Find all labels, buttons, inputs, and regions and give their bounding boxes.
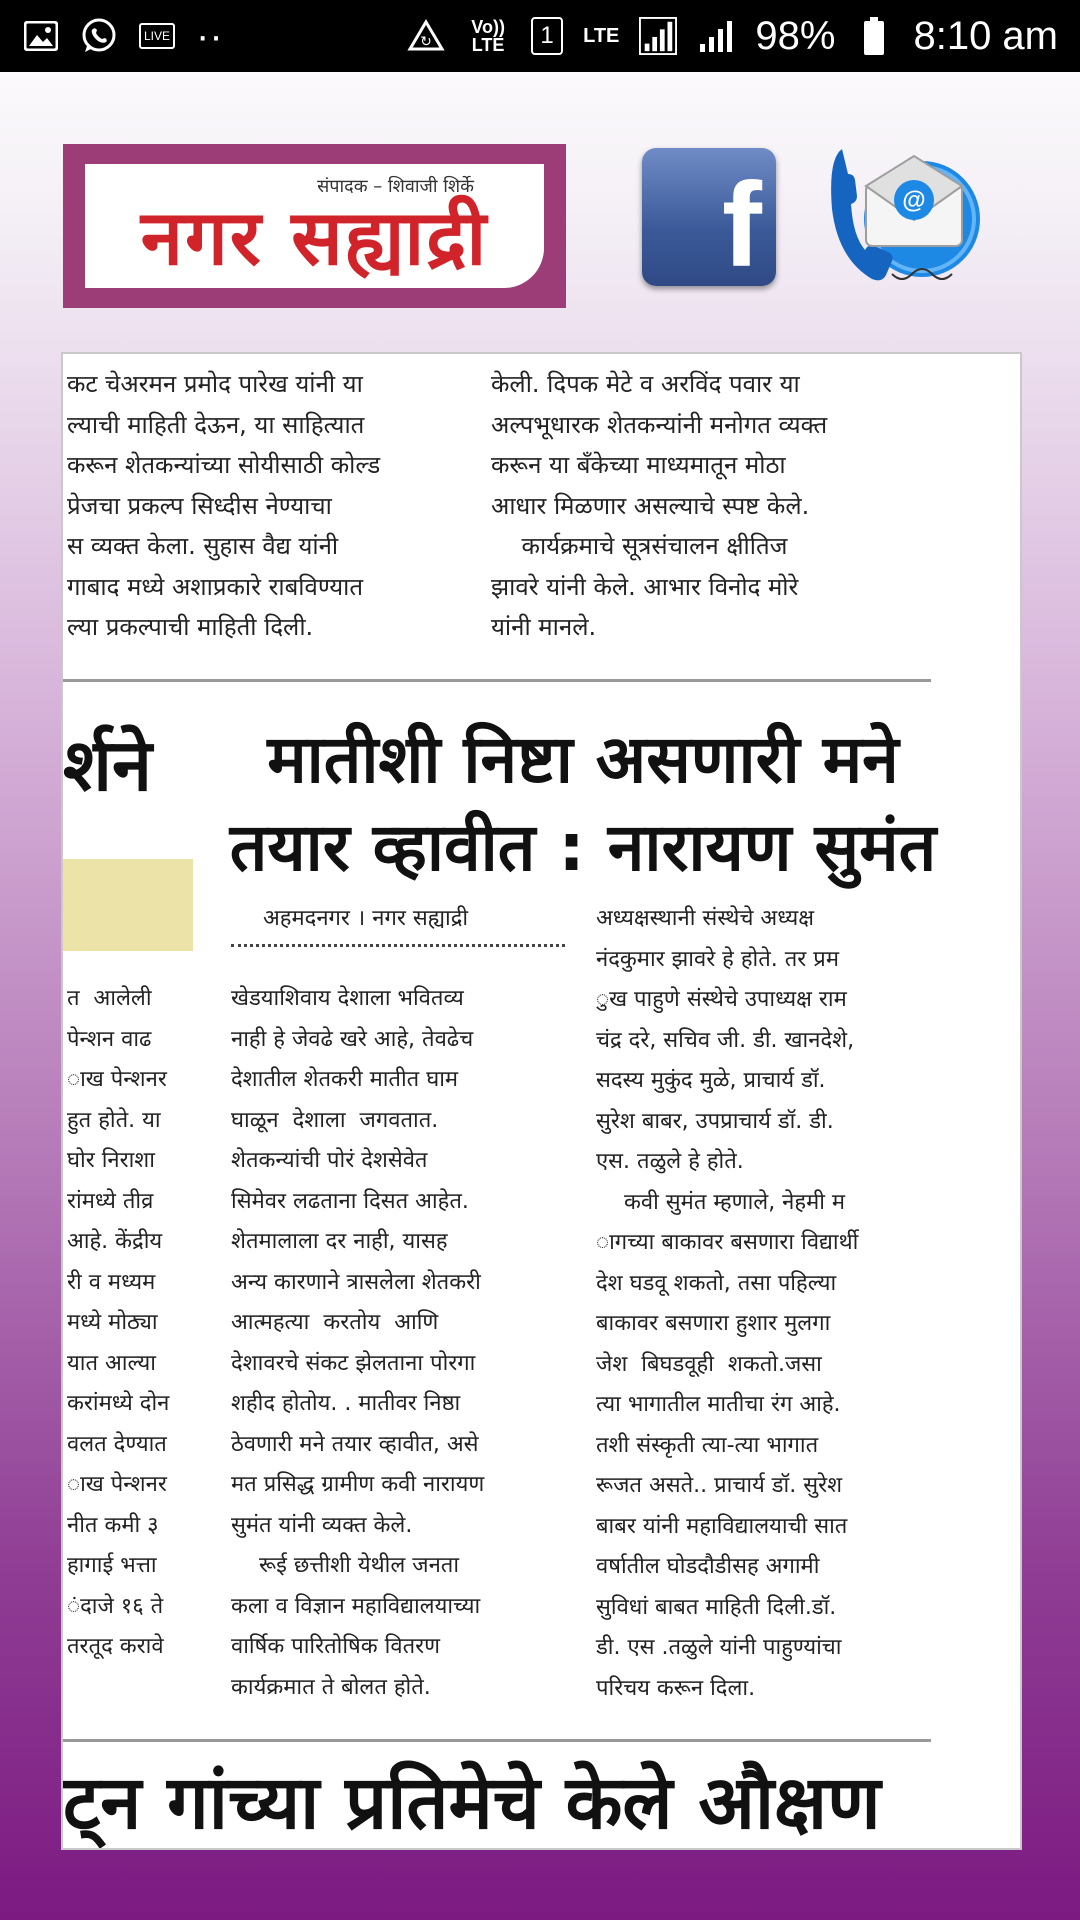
article-text-line: सुरेश बाबर, उपप्राचार्य डॉ. डी. (596, 1108, 834, 1134)
article-text-line: ठेवणारी मने तयार व्हावीत, असे (231, 1431, 479, 1457)
article-text-line: गाबाद मध्ये अशाप्रकारे राबविण्यात (67, 572, 364, 601)
photo-fragment (63, 859, 193, 951)
article-text-line: स व्यक्त केला. सुहास वैद्य यांनी (67, 532, 339, 560)
article-text-line: डी. एस .तळुले यांनी पाहुण्यांचा (596, 1635, 842, 1660)
article-text-line: अध्यक्षस्थानी संस्थेचे अध्यक्ष (596, 906, 815, 931)
lte-label: LTE (583, 25, 620, 47)
article-text-line: ुख पाहुणे संस्थेचे उपाध्यक्ष राम (596, 987, 847, 1012)
clock: 8:10 am (913, 13, 1058, 58)
article-text-line: रूजत असते.. प्राचार्य डॉ. सुरेश (596, 1473, 843, 1498)
status-bar (0, 0, 1080, 72)
article-text-line: देशावरचे संकट झेलताना पोरगा (231, 1350, 476, 1376)
article-text-line: पेन्शन वाढ (67, 1026, 152, 1052)
article-text-line: केली. दिपक मेटे व अरविंद पवार या (491, 370, 800, 398)
phone-mail-icon (822, 144, 992, 294)
article-text-line: करून या बँकेच्या माध्यमातून मोठा (491, 451, 786, 479)
article-text-line: आधार मिळणार असल्याचे स्पष्ट केले. (491, 491, 810, 520)
article-text-line: मत प्रसिद्ध ग्रामीण कवी नारायण (231, 1472, 485, 1497)
article-text-line: रांमध्ये तीव्र (67, 1188, 154, 1214)
article-text-line: तरतूद करावे (67, 1634, 164, 1659)
article-text-line: वर्षातील घोडदौडीसह अगामी (596, 1554, 820, 1579)
article-text-line: परिचय करून दिला. (596, 1675, 756, 1701)
article-text-line: री व मध्यम (67, 1269, 156, 1295)
article-right-column (596, 899, 858, 1709)
facebook-icon: f (722, 158, 762, 286)
article-middle-column (231, 979, 484, 1708)
article-text-line: यात आल्या (67, 1350, 156, 1376)
article-text-line: नाही हे जेवढे खरे आहे, तेवढेच (231, 1026, 474, 1052)
whatsapp-icon (80, 17, 118, 55)
separator-rule-bottom (63, 1739, 931, 1742)
article-text-line: प्रेजचा प्रकल्प सिध्दीस नेण्याचा (67, 491, 332, 520)
byline-dotted-rule (231, 944, 565, 947)
article-text-line: एस. तळुले हे होते. (596, 1149, 744, 1174)
article-text-line: अन्य कारणाने त्रासलेला शेतकरी (231, 1269, 481, 1295)
data-saver-icon (407, 17, 445, 55)
article-left-fragment-column (67, 979, 169, 1668)
article-text-line: शेतमालाला दर नाही, यासह (231, 1229, 448, 1254)
article-text-line: कार्यक्रमाचे सूत्रसंचालन क्षीतिज (491, 532, 788, 560)
article-text-line: सुविधां बाबत माहिती दिली.डॉ. (596, 1594, 837, 1620)
article-text-line: आत्महत्या करतोय आणि (231, 1310, 439, 1335)
more-notifications-icon: ·· (196, 13, 223, 58)
article-text-line: यांनी मानले. (491, 613, 597, 641)
article-text-line: ाख पेन्शनर (67, 1472, 167, 1497)
signal-strength-icon-2 (697, 17, 735, 55)
headline-line-2: तयार व्हावीत : नारायण सुमंत (229, 809, 937, 886)
article-text-line: सिमेवर लढताना दिसत आहेत. (231, 1188, 469, 1214)
battery-percent: 98% (755, 13, 836, 58)
signal-strength-icon-1 (639, 17, 677, 55)
article-text-line: घोर निराशा (67, 1148, 155, 1173)
article-text-line: चंद्र दरे, सचिव जी. डी. खानदेशे, (596, 1027, 855, 1053)
article-text-line: नीत कमी ३ (67, 1512, 159, 1538)
article-text-line: ल्याची माहिती देऊन, या साहित्यात (67, 410, 365, 439)
article-text-line: घाळून देशाला जगवतात. (231, 1107, 439, 1133)
article-text-line: सदस्य मुकुंद मुळे, प्राचार्य डॉ. (596, 1068, 826, 1093)
article-text-line: रूई छत्तीशी येथील जनता (231, 1553, 460, 1578)
logo-plate (85, 164, 544, 288)
article-text-line: कवी सुमंत म्हणाले, नेहमी म (596, 1189, 846, 1215)
logo-editor-text: संपादक – शिवाजी शिर्के (317, 176, 474, 197)
article-text-line: त आलेली (67, 986, 152, 1011)
article-text-line: आहे. केंद्रीय (67, 1229, 163, 1254)
sim-slot-badge: 1 (531, 17, 563, 55)
article-text-line: वलत देण्यात (67, 1431, 167, 1457)
article-text-line: कट चेअरमन प्रमोद पारेख यांनी या (67, 370, 363, 398)
logo-title: नगर सह्याद्री (140, 192, 489, 282)
newspaper-logo[interactable] (63, 144, 566, 308)
contact-button[interactable] (822, 144, 992, 294)
svg-text:↻: ↻ (420, 33, 432, 49)
article-text-line: वार्षिक पारितोषिक वितरण (231, 1634, 441, 1659)
article-text-line: ंदाजे १६ ते (67, 1593, 164, 1619)
article-text-line: शेतकन्यांची पोरं देशसेवेत (231, 1148, 428, 1173)
article-text-line: झावरे यांनी केले. आभार विनोद मोरे (491, 572, 799, 601)
article-top-right-column (491, 364, 827, 648)
separator-rule (63, 679, 931, 682)
volte-label: Vo)) LTE (471, 17, 505, 55)
article-text-line: जेश बिघडवूही शकतो.जसा (596, 1351, 822, 1377)
article-text-line: त्या भागातील मातीचा रंग आहे. (596, 1392, 841, 1417)
article-text-line: हागाई भत्ता (67, 1553, 157, 1578)
byline: अहमदनगर । नगर सह्याद्री (263, 906, 469, 931)
article-text-line: हुत होते. या (67, 1107, 161, 1133)
article-text-line: कार्यक्रमात ते बोलत होते. (231, 1674, 431, 1700)
article-text-line: करून शेतकन्यांच्या सोयीसाठी कोल्ड (67, 451, 381, 479)
article-text-line: शहीद होतोय. . मातीवर निष्ठा (231, 1391, 461, 1416)
article-top-left-column (67, 364, 380, 648)
facebook-button[interactable] (642, 148, 776, 286)
article-text-line: करांमध्ये दोन (67, 1391, 170, 1416)
article-text-line: अल्पभूधारक शेतकन्यांनी मनोगत व्यक्त (491, 410, 828, 439)
headline-line-1: मातीशी निष्टा असणारी मने (267, 721, 899, 798)
article-text-line: बाबर यांनी महाविद्यालयाची सात (596, 1513, 848, 1539)
article-text-line: ल्या प्रकल्पाची माहिती दिली. (67, 613, 314, 641)
bottom-headline: ट्न गांच्या प्रतिमेचे केले औक्षण (63, 1760, 881, 1846)
live-app-icon: LIVE (138, 17, 176, 55)
battery-icon (855, 17, 893, 55)
article-image[interactable] (61, 352, 1022, 1850)
article-text-line: नंदकुमार झावरे हे होते. तर प्रम (596, 946, 839, 972)
article-text-line: ागच्या बाकावर बसणारा विद्यार्थी (596, 1230, 859, 1255)
gallery-icon (22, 17, 60, 55)
article-text-line: बाकावर बसणारा हुशार मुलगा (596, 1311, 831, 1336)
article-text-line: खेडयाशिवाय देशाला भवितव्य (231, 986, 464, 1011)
article-text-line: ाख पेन्शनर (67, 1067, 167, 1092)
article-text-line: कला व विज्ञान महाविद्यालयाच्या (231, 1593, 481, 1619)
article-text-line: तशी संस्कृती त्या-त्या भागात (596, 1432, 819, 1458)
fragment-headline: र्शने (63, 723, 152, 807)
svg-text:@: @ (902, 187, 926, 214)
article-text-line: सुमंत यांनी व्यक्त केले. (231, 1512, 413, 1538)
article-text-line: देशातील शेतकरी मातीत घाम (231, 1067, 459, 1092)
article-text-line: मध्ये मोठ्या (67, 1310, 158, 1335)
article-text-line: देश घडवू शकतो, तसा पहिल्या (596, 1270, 837, 1296)
